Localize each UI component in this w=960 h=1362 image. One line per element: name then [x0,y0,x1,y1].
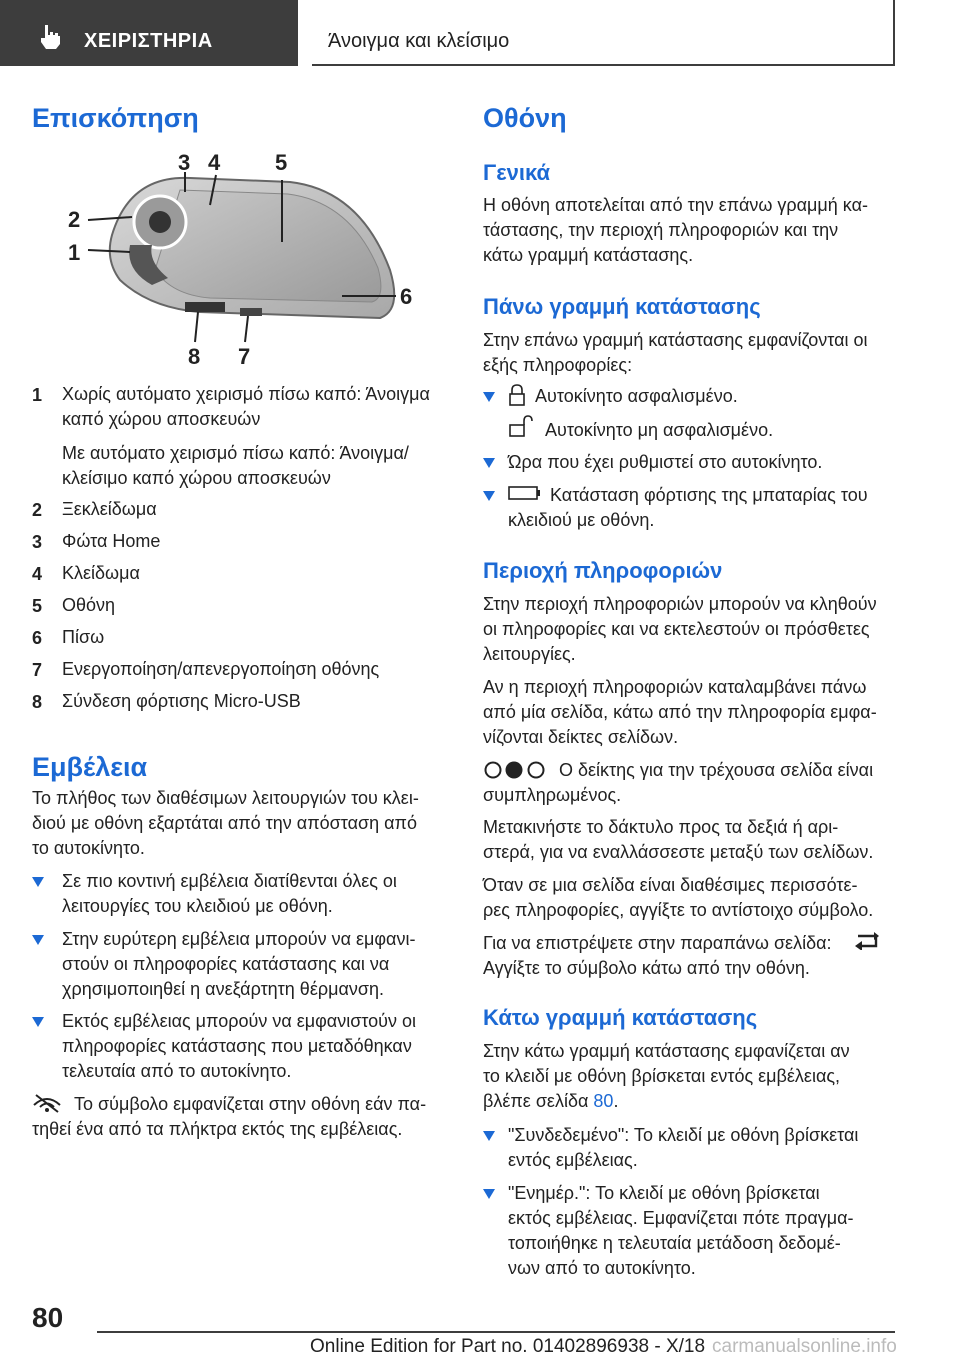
range-bullet-2: Στην ευρύτερη εμβέλεια μπορούν να εμφανι- στούν οι πληροφορίες κατάστασης και να χρησιμοποιηθεί η ανεξάρτητη θέρμανση. [62,929,416,999]
info-text-1: Στην περιοχή πληροφοριών μπορούν να κληθούν οι πληροφορίες και να εκτελεστούν οι πρόσθετες λειτουργίες. [483,594,877,664]
range-text: Το πλήθος των διαθέσιμων λειτουργιών του κλει- διού με οθόνη εξαρτάται από την απόσταση από το αυτοκίνητο. [32,788,419,858]
back-arrow-icon [854,930,880,950]
display-key-illustration [60,150,430,372]
bullet-arrow-icon [483,1189,495,1199]
callout-8: 8 [188,344,201,369]
legend-text-8: Σύνδεση φόρτισης Micro-USB [62,691,301,711]
top-bar-title: Πάνω γραμμή κατάστασης [483,294,761,319]
top-bullet-time: Ώρα που έχει ρυθμιστεί στο αυτοκίνητο. [508,452,823,472]
footer-divider [97,1331,895,1333]
top-bar-text: Στην επάνω γραμμή κατάστασης εμφανίζονται οι εξής πληροφορίες: [483,330,868,375]
bullet-arrow-icon [32,1017,44,1027]
legend-text-1: Χωρίς αυτόματο χειρισμό πίσω καπό: Άνοιγμα καπό χώρου αποσκευών Με αυτόματο χειρισμό πίσω καπό: Άνοιγμα/ κλείσιμο καπό χώρου αποσκευών [62,384,430,488]
unlocked-padlock-icon [508,415,534,437]
info-area-title: Περιοχή πληροφοριών [483,558,723,583]
range-bullet-3: Εκτός εμβέλειας μπορούν να εμφανιστούν οι πληροφορίες κατάστασης που μεταδόθηκαν τελευταία από το αυτοκίνητο. [62,1011,417,1081]
bottom-bar-text: Στην κάτω γραμμή κατάστασης εμφανίζεται αν το κλειδί με οθόνη βρίσκεται εντός εμβέλειας, βλέπε σελίδα 80. [483,1041,850,1111]
callout-1: 1 [68,240,81,265]
legend-text-4: Κλείδωμα [62,563,140,583]
range-title: Εμβέλεια [32,752,148,782]
legend-num-2: 2 [32,500,43,520]
header-chapter-box [312,0,895,66]
legend-text-7: Ενεργοποίηση/απενεργοποίηση οθόνης [62,659,380,679]
bullet-arrow-icon [483,491,495,501]
footer-edition: Online Edition for Part no. 01402896938 - X/18 [310,1336,706,1357]
legend-num-1: 1 [32,385,43,405]
top-bullet-unlocked: Αυτοκίνητο μη ασφαλισμένο. [545,420,774,440]
watermark: carmanualsonline.info [712,1336,897,1357]
bullet-arrow-icon [32,935,44,945]
info-text-3: Μετακινήστε το δάκτυλο προς τα δεξιά ή αρι- στερά, για να εναλλάσσεστε μεταξύ των σελίδων. [483,817,874,862]
bullet-arrow-icon [32,877,44,887]
range-bullet-1: Σε πιο κοντινή εμβέλεια διατίθενται όλες οι λειτουργίες του κλειδιού με οθόνη. [62,871,397,916]
chapter-title: Άνοιγμα και κλείσιμο [328,30,510,52]
bottom-bullet-updated: "Ενημέρ.": Το κλειδί με οθόνη βρίσκεται εκτός εμβέλειας. Εμφανίζεται πότε πραγμα- τοποιήθηκε η τελευταία μετάδοση δεδομέ- νων από το αυτοκίνητο. [508,1183,854,1278]
hand-pointer-icon [36,22,64,50]
info-text-5: Για να επιστρέψετε στην παραπάνω σελίδα: Αγγίξτε το σύμβολο κάτω από την οθόνη. [483,933,832,978]
top-bullet-battery: Κατάσταση φόρτισης της μπαταρίας του κλειδιού με οθόνη. [508,485,868,530]
general-title: Γενικά [483,160,551,185]
legend-num-4: 4 [32,564,43,584]
callout-3: 3 [178,150,191,175]
general-text: Η οθόνη αποτελείται από την επάνω γραμμή κα- τάστασης, την περιοχή πληροφοριών και την κάτω γραμμή κατάστασης. [483,195,868,265]
legend-text-2: Ξεκλείδωμα [62,499,157,519]
legend-text-5: Οθόνη [62,595,116,615]
bullet-arrow-icon [483,392,495,402]
callout-5: 5 [275,150,288,175]
header-section-tab [0,0,298,66]
overview-title: Επισκόπηση [32,103,199,133]
info-text-4: Όταν σε μια σελίδα είναι διαθέσιμες περισσότε- ρες πληροφορίες, αγγίξτε το αντίστοιχο σύμβολο. [483,875,874,920]
bottom-bar-title: Κάτω γραμμή κατάστασης [483,1005,758,1030]
legend-text-3: Φώτα Home [62,531,161,551]
page-link[interactable]: 80 [593,1091,614,1111]
top-bullet-locked: Αυτοκίνητο ασφαλισμένο. [535,386,738,406]
callout-6: 6 [400,284,413,309]
legend-num-7: 7 [32,660,43,680]
range-note: Το σύμβολο εμφανίζεται στην οθόνη εάν πα- τηθεί ένα από τα πλήκτρα εκτός της εμβέλειας. [32,1094,427,1139]
legend-num-8: 8 [32,692,43,712]
locked-padlock-icon [508,384,526,406]
legend-text-6: Πίσω [62,627,105,647]
bottom-bullet-connected: "Συνδεδεμένο": Το κλειδί με οθόνη βρίσκεται εντός εμβέλειας. [508,1125,859,1170]
bullet-arrow-icon [483,458,495,468]
callout-2: 2 [68,207,81,232]
legend-num-6: 6 [32,628,43,648]
page-number: 80 [32,1302,64,1333]
section-title: ΧΕΙΡΙΣΤΗΡΙΑ [84,30,213,52]
callout-7: 7 [238,344,251,369]
display-title: Οθόνη [483,103,567,133]
legend-num-5: 5 [32,596,43,616]
bullet-arrow-icon [483,1131,495,1141]
info-dots-text: Ο δείκτης για την τρέχουσα σελίδα είναι συμπληρωμένος. [483,760,874,805]
callout-4: 4 [208,150,221,175]
info-text-2: Αν η περιοχή πληροφοριών καταλαμβάνει πάνω από μία σελίδα, κάτω από την πληροφορία εμφα- νίζονται δείκτες σελίδων. [483,677,877,747]
legend-num-3: 3 [32,532,43,552]
